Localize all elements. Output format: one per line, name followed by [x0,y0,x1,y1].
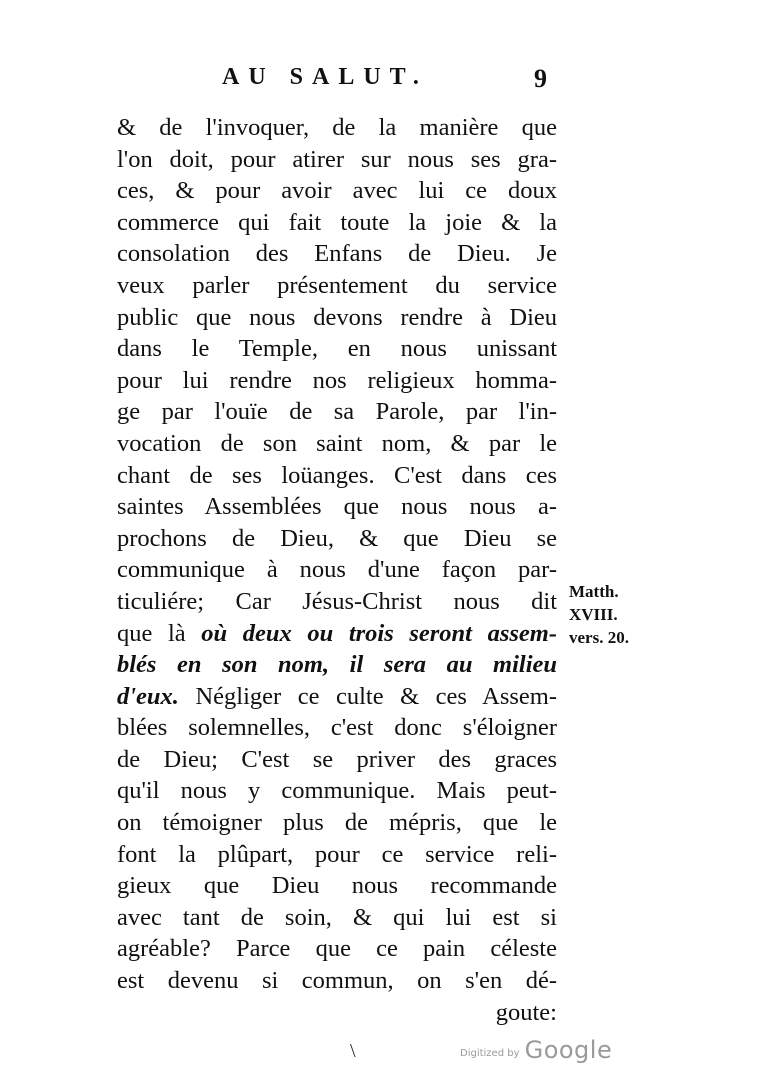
text-line: ge par l'ouïe de sa Parole, par l'in- [117,398,557,426]
text-line: communique à nous d'une façon par- [117,556,557,584]
text-line: qu'il nous y communique. Mais peut- [117,777,557,805]
margin-note [569,580,629,649]
text-line: prochons de Dieu, & que Dieu se [117,524,557,552]
digitized-prefix: Digitized by [460,1048,520,1059]
text-line: & de l'invoquer, de la manière que [117,114,557,141]
text-line: pour lui rendre nos religieux homma- [117,366,557,394]
text-line: blées solemnelles, c'est donc s'éloigner [117,714,557,742]
margin-note-line: Matth. [569,582,619,601]
text-line: consolation des Enfans de Dieu. Je [117,240,557,268]
catchword: goute: [495,998,557,1026]
text-line: on témoigner plus de mépris, que le [117,809,557,837]
text-line: font la plûpart, pour ce service reli- [117,840,557,868]
text-line: vocation de son saint nom, & par le [117,429,557,457]
text-line: de Dieu; C'est se priver des graces [117,745,557,773]
text-line: public que nous devons rendre à Dieu [117,303,557,331]
text-line [117,649,557,681]
text-line: l'on doit, pour atirer sur nous ses gra- [117,145,557,173]
text-line: chant de ses loüanges. C'est dans ces [117,461,557,489]
running-head: AU SALUT. [222,64,428,90]
margin-note-line: XVIII. [569,605,618,624]
text-line: agréable? Parce que ce pain céleste [117,935,557,963]
text-line: avec tant de soin, & qui lui est si [117,903,557,931]
text-segment: Négliger ce culte & ces Assem- [178,682,557,710]
margin-note-line: vers. 20. [569,628,629,647]
digitized-watermark [460,1036,612,1064]
text-line: commerce qui fait toute la joie & la [117,208,557,236]
text-line [117,618,557,650]
text-line: dans le Temple, en nous unissant [117,335,557,363]
text-line: ticuliére; Car Jésus-Christ nous dit [117,587,557,615]
scripture-quote: où deux ou trois seront assem- [201,619,557,647]
text-line: veux parler présentement du service [117,271,557,299]
text-line: est devenu si commun, on s'en dé- [117,967,557,995]
text-line [117,681,557,713]
scripture-quote: d'eux. [117,682,179,710]
page-number: 9 [534,64,547,93]
footer-mark: \ [350,1040,356,1062]
scripture-quote: blés en son nom, il sera au milieu [117,651,557,679]
google-logo: Google [524,1036,613,1064]
text-line: ces, & pour avoir avec lui ce doux [117,177,557,205]
text-line: saintes Assemblées que nous nous a- [117,493,557,521]
text-line: gieux que Dieu nous recommande [117,872,557,900]
body-text [117,112,557,1028]
text-segment: que là [117,619,202,647]
